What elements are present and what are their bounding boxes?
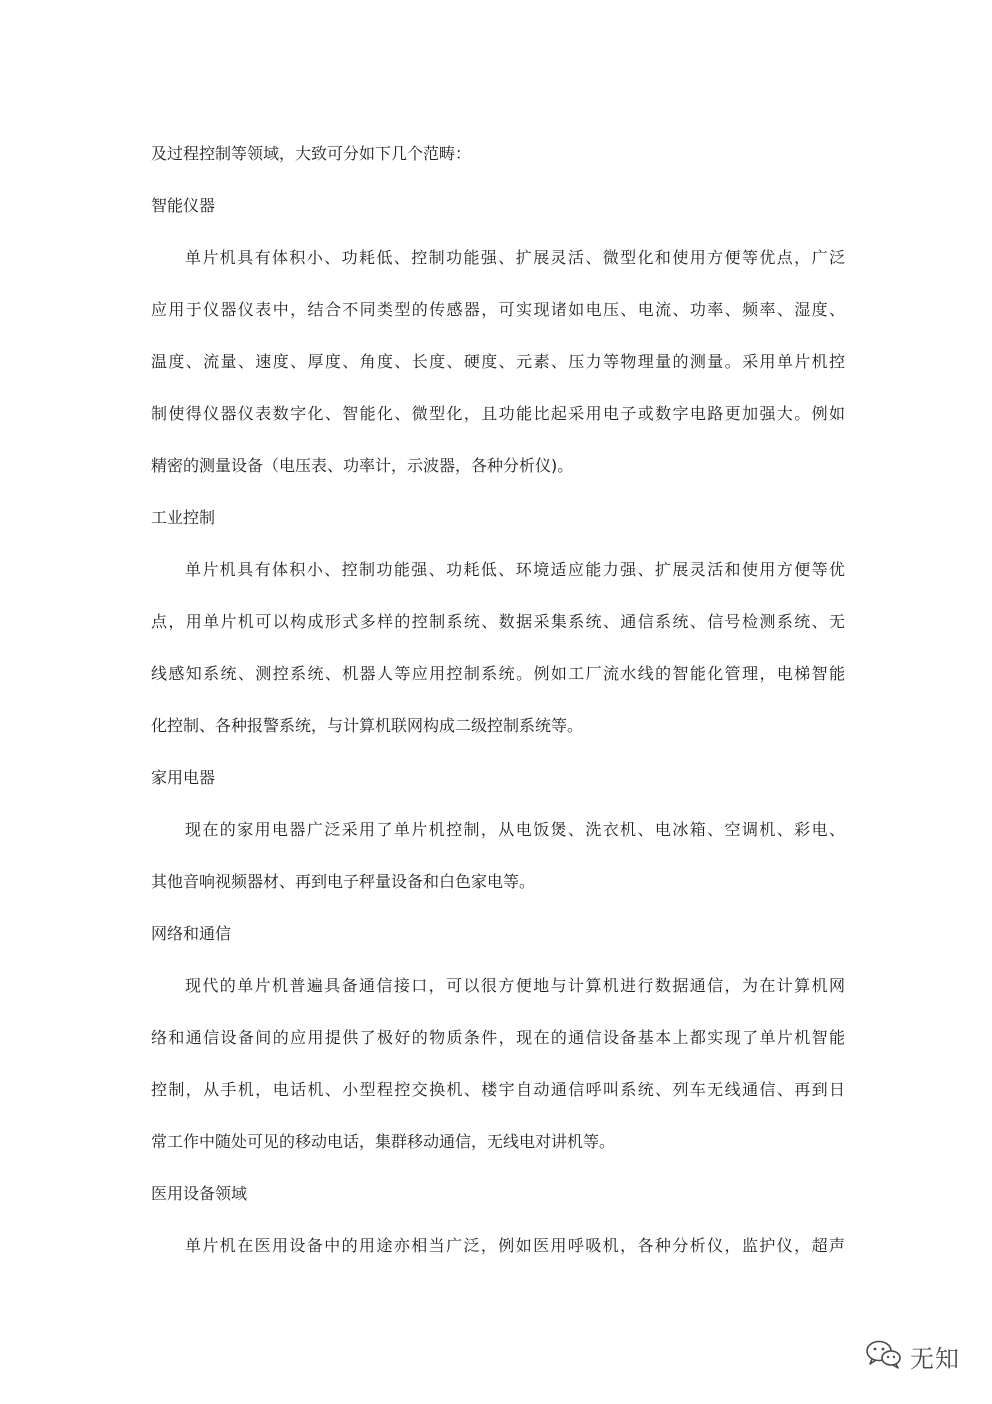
section-body-network	[151, 960, 845, 1168]
section-body-instruments	[151, 232, 845, 492]
paragraph-line: 现代的单片机普遍具备通信接口，可以很方便地与计算机进行数据通信，为在计算机网	[185, 976, 845, 995]
paragraph-line: 常工作中随处可见的移动电话，集群移动通信，无线电对讲机等。	[151, 1132, 616, 1151]
wechat-icon	[864, 1338, 904, 1374]
section-heading-medical: 医用设备领域	[151, 1184, 248, 1203]
paragraph-line: 线感知系统、测控系统、机器人等应用控制系统。例如工厂流水线的智能化管理，电梯智能	[151, 664, 845, 683]
paragraph-line: 点，用单片机可以构成形式多样的控制系统、数据采集系统、通信系统、信号检测系统、无	[151, 612, 845, 631]
paragraph-line: 制使得仪器仪表数字化、智能化、微型化，且功能比起采用电子或数字电路更加强大。例如	[151, 404, 845, 423]
paragraph-line: 其他音响视频器材、再到电子秤量设备和白色家电等。	[151, 872, 536, 891]
document-body	[151, 128, 845, 1272]
section-heading-instruments: 智能仪器	[151, 196, 216, 215]
section-heading-industrial: 工业控制	[151, 508, 216, 527]
paragraph-line: 单片机在医用设备中的用途亦相当广泛，例如医用呼吸机，各种分析仪，监护仪，超声	[185, 1236, 845, 1255]
section-heading-network: 网络和通信	[151, 924, 232, 943]
intro-line: 及过程控制等领域，大致可分如下几个范畴：	[151, 144, 472, 163]
section-heading-appliances: 家用电器	[151, 768, 216, 787]
paragraph-line: 化控制、各种报警系统，与计算机联网构成二级控制系统等。	[151, 716, 584, 735]
paragraph-line: 单片机具有体积小、功耗低、控制功能强、扩展灵活、微型化和使用方便等优点，广泛	[185, 248, 845, 267]
paragraph-line: 应用于仪器仪表中，结合不同类型的传感器，可实现诸如电压、电流、功率、频率、湿度、	[151, 300, 845, 319]
watermark-text: 无知	[910, 1344, 960, 1373]
section-body-appliances	[151, 804, 845, 908]
section-body-medical	[151, 1220, 845, 1272]
paragraph-line: 温度、流量、速度、厚度、角度、长度、硬度、元素、压力等物理量的测量。采用单片机控	[151, 352, 845, 371]
section-body-industrial	[151, 544, 845, 752]
paragraph-line: 络和通信设备间的应用提供了极好的物质条件，现在的通信设备基本上都实现了单片机智能	[151, 1028, 845, 1047]
paragraph-line: 控制，从手机，电话机、小型程控交换机、楼宇自动通信呼叫系统、列车无线通信、再到日	[151, 1080, 845, 1099]
paragraph-line: 现在的家用电器广泛采用了单片机控制，从电饭煲、洗衣机、电冰箱、空调机、彩电、	[185, 820, 845, 839]
paragraph-line: 精密的测量设备（电压表、功率计，示波器，各种分析仪)。	[151, 456, 574, 475]
watermark	[864, 1338, 960, 1374]
paragraph-line: 单片机具有体积小、控制功能强、功耗低、环境适应能力强、扩展灵活和使用方便等优	[185, 560, 845, 579]
